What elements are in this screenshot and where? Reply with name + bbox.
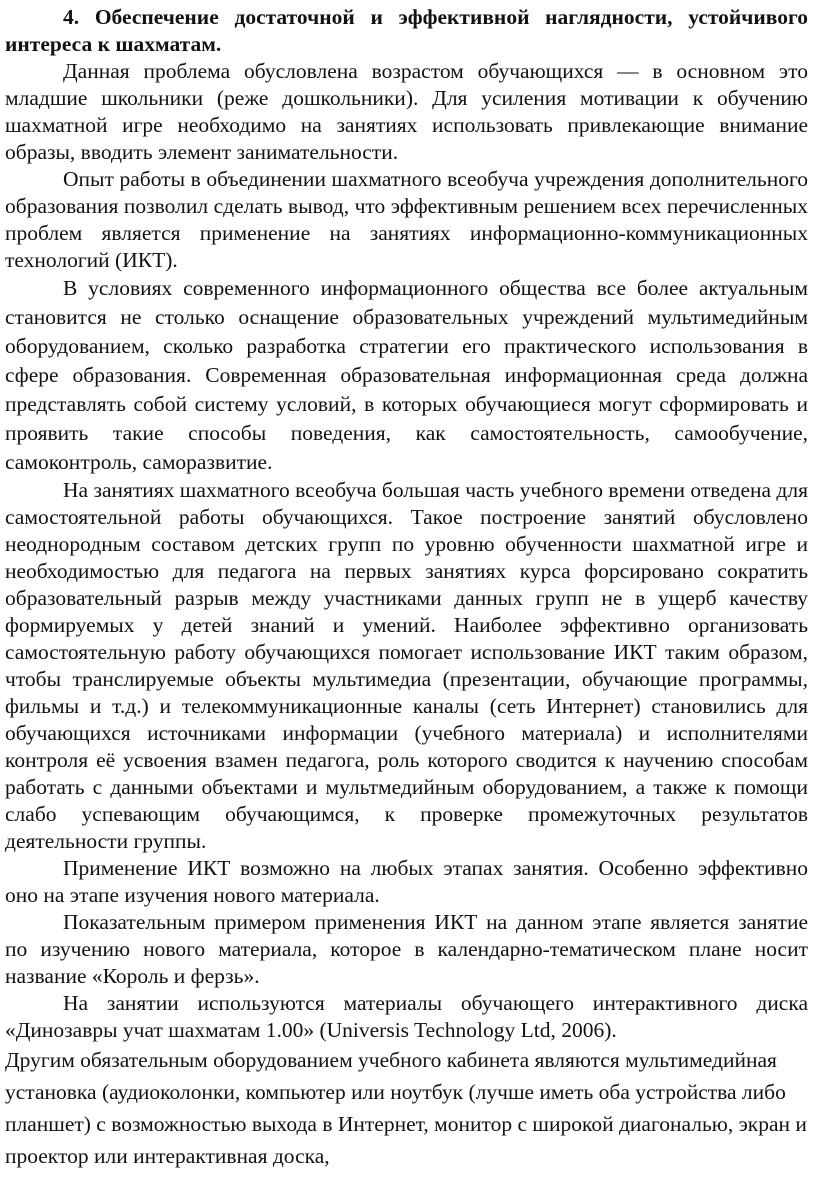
paragraph-interactive-disk: На занятии используются материалы обучающего интерактивного диска «Динозавры учат шахматам 1.00» (Universis Technology Ltd, 2006).: [5, 991, 808, 1042]
paragraph-motivation: Данная проблема обусловлена возрастом обучающихся — в основном это младшие школьники (реже дошкольники). Для усиления мотивации к обучению шахматной игре необходимо на занятиях использовать привлекающие внимание образы, вводить элемент занимательности.: [5, 59, 808, 164]
section-heading: 4. Обеспечение достаточной и эффективной наглядности, устойчивого интереса к шахматам.: [5, 5, 808, 56]
paragraph-information-society: В условиях современного информационного общества все более актуальным становится не столько оснащение образовательных учреждений мультимедийным оборудованием, сколько разработка стратегии его практического использования в сфере образования. Современная образовательная информационная среда должна представлять собой систему условий, в которых обучающиеся могут сформировать и проявить такие способы поведения, как самостоятельность, самообучение, самоконтроль, саморазвитие.: [5, 276, 808, 474]
paragraph-ict-stages: Применение ИКТ возможно на любых этапах занятия. Особенно эффективно оно на этапе изучения нового материала.: [5, 856, 808, 907]
paragraph-independent-work: На занятиях шахматного всеобуча большая часть учебного времени отведена для самостоятельной работы обучающихся. Такое построение занятий обусловлено неоднородным составом детских групп по уровню обученности шахматной игре и необходимостью для педагога на первых занятиях курса форсировано сократить образовательный разрыв между участниками данных групп не в ущерб качеству формируемых у детей знаний и умений. Наиболее эффективно организовать самостоятельную работу обучающихся помогает использование ИКТ таким образом, чтобы транслируемые объекты мультимедиа (презентации, обучающие программы, фильмы и т.д.) и телекоммуникационные каналы (сеть Интернет) становились для обучающихся источниками информации (учебного материала) и исполнителями контроля её усвоения взамен педагога, роль которого сводится к научению способам работать с данными объектами и мультмедийным оборудованием, а также к помощи слабо успевающим обучающимся, к проверке промежуточных результатов деятельности группы.: [5, 478, 808, 853]
paragraph-equipment: Другим обязательным оборудованием учебного кабинета являются мультимедийная установка (аудиоколонки, компьютер или ноутбук (лучше иметь оба устройства либо планшет) с возможностью выхода в Интернет, монитор с широкой диагональю, экран и проектор или интерактивная доска,: [5, 1048, 807, 1168]
paragraph-experience: Опыт работы в объединении шахматного всеобуча учреждения дополнительного образования позволил сделать вывод, что эффективным решением всех перечисленных проблем является применение на занятиях информационно-коммуникационных технологий (ИКТ).: [5, 167, 808, 272]
paragraph-example-lesson: Показательным примером применения ИКТ на данном этапе является занятие по изучению нового материала, которое в календарно-тематическом плане носит название «Король и ферзь».: [5, 910, 808, 988]
